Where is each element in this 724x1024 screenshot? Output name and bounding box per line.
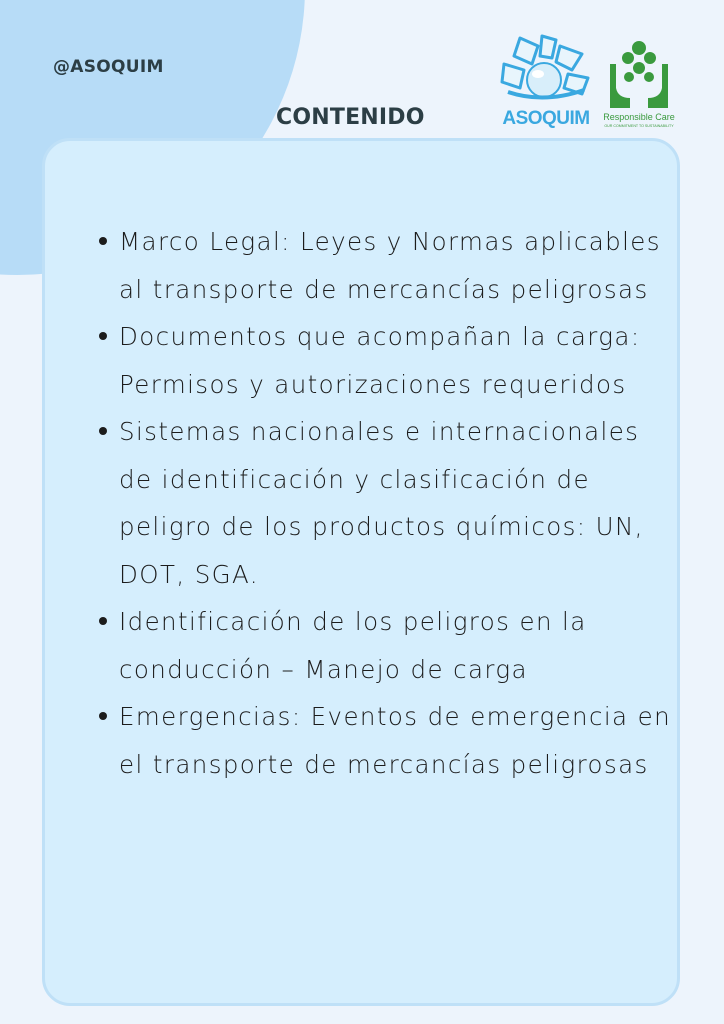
list-item: [75, 313, 675, 408]
list-item-text: Identificación de los peligros en la conducción – Manejo de carga: [119, 607, 587, 684]
bullet-icon: [99, 712, 107, 720]
list-item-text: Marco Legal: Leyes y Normas aplicables al transporte de mercancías peligrosas: [119, 227, 661, 304]
asoquim-logo: [498, 34, 594, 130]
social-handle: @ASOQUIM: [53, 57, 164, 77]
list-item-text: Emergencias: Eventos de emergencia en el transporte de mercancías peligrosas: [119, 702, 672, 779]
list-item-text: Sistemas nacionales e internacionales de identificación y clasificación de peligro de los productos químicos: UN, DOT, SGA.: [119, 417, 644, 589]
section-title: CONTENIDO: [276, 105, 425, 130]
bullet-icon: [99, 332, 107, 340]
responsible-care-text: Responsible Care: [603, 112, 675, 122]
bullet-icon: [99, 237, 107, 245]
list-item: [75, 598, 675, 693]
list-item: [75, 693, 675, 788]
list-item: [75, 408, 675, 598]
bullet-icon: [99, 427, 107, 435]
list-item: [75, 218, 675, 313]
content-list: [75, 218, 675, 788]
bullet-icon: [99, 617, 107, 625]
list-item-text: Documentos que acompañan la carga: Permisos y autorizaciones requeridos: [119, 322, 641, 399]
responsible-care-tagline: OUR COMMITMENT TO SUSTAINABILITY: [604, 124, 674, 128]
asoquim-logo-text: ASOQUIM: [502, 108, 590, 129]
responsible-care-logo: [600, 36, 678, 130]
